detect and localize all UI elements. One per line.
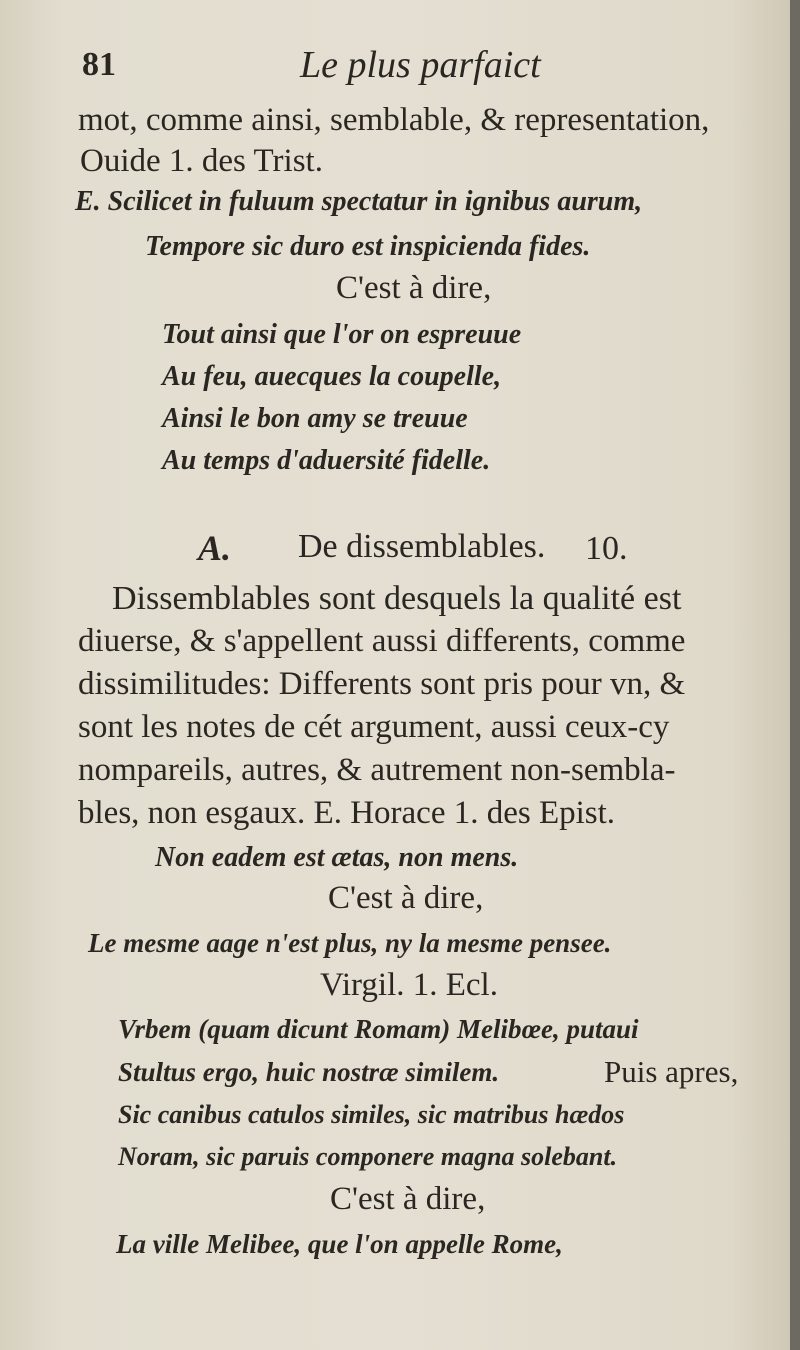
verse-line: Au temps d'aduersité fidelle. <box>162 445 491 476</box>
page-number: 81 <box>82 46 116 83</box>
text-line: mot, comme ainsi, semblable, & representation, <box>78 102 710 138</box>
running-title: Le plus parfaict <box>300 44 541 86</box>
text-line: Ouide 1. des Trist. <box>80 143 323 179</box>
text-line: bles, non esgaux. E. Horace 1. des Epist. <box>78 795 616 831</box>
section-number: 10. <box>585 530 628 567</box>
section-letter: A. <box>198 528 232 568</box>
verse-line: Tempore sic duro est inspicienda fides. <box>145 231 591 262</box>
text-line: Virgil. 1. Ecl. <box>320 967 498 1003</box>
verse-line: Noram, sic paruis componere magna solebant. <box>118 1142 618 1171</box>
text-line: dissimilitudes: Differents sont pris pour vn, & <box>78 666 686 702</box>
verse-line: Sic canibus catulos similes, sic matribus hædos <box>118 1100 625 1129</box>
text-line: C'est à dire, <box>328 880 484 916</box>
verse-line: Vrbem (quam dicunt Romam) Melibœe, putaui <box>118 1014 639 1044</box>
book-edge <box>790 0 800 1350</box>
verse-line: Au feu, auecques la coupelle, <box>162 361 502 392</box>
verse-line: Ainsi le bon amy se treuue <box>162 403 468 434</box>
text-line: C'est à dire, <box>336 270 492 306</box>
text-line: C'est à dire, <box>330 1181 486 1217</box>
verse-line: E. Scilicet in fuluum spectatur in ignibus aurum, <box>75 186 643 217</box>
verse-line: Le mesme aage n'est plus, ny la mesme pensee. <box>88 928 612 958</box>
text-line: sont les notes de cét argument, aussi ceux-cy <box>78 709 670 745</box>
text-line: Puis apres, <box>604 1054 739 1089</box>
verse-line: La ville Melibee, que l'on appelle Rome, <box>116 1229 563 1259</box>
verse-line: Non eadem est ætas, non mens. <box>155 842 519 873</box>
verse-line: Tout ainsi que l'or on espreuue <box>162 319 522 350</box>
verse-line: Stultus ergo, huic nostræ similem. <box>118 1057 500 1087</box>
text-line: Dissemblables sont desquels la qualité est <box>112 580 682 617</box>
section-title: De dissemblables. <box>298 528 546 565</box>
text-line: diuerse, & s'appellent aussi differents, comme <box>78 623 686 659</box>
text-line: nompareils, autres, & autrement non-sembla- <box>78 752 676 788</box>
